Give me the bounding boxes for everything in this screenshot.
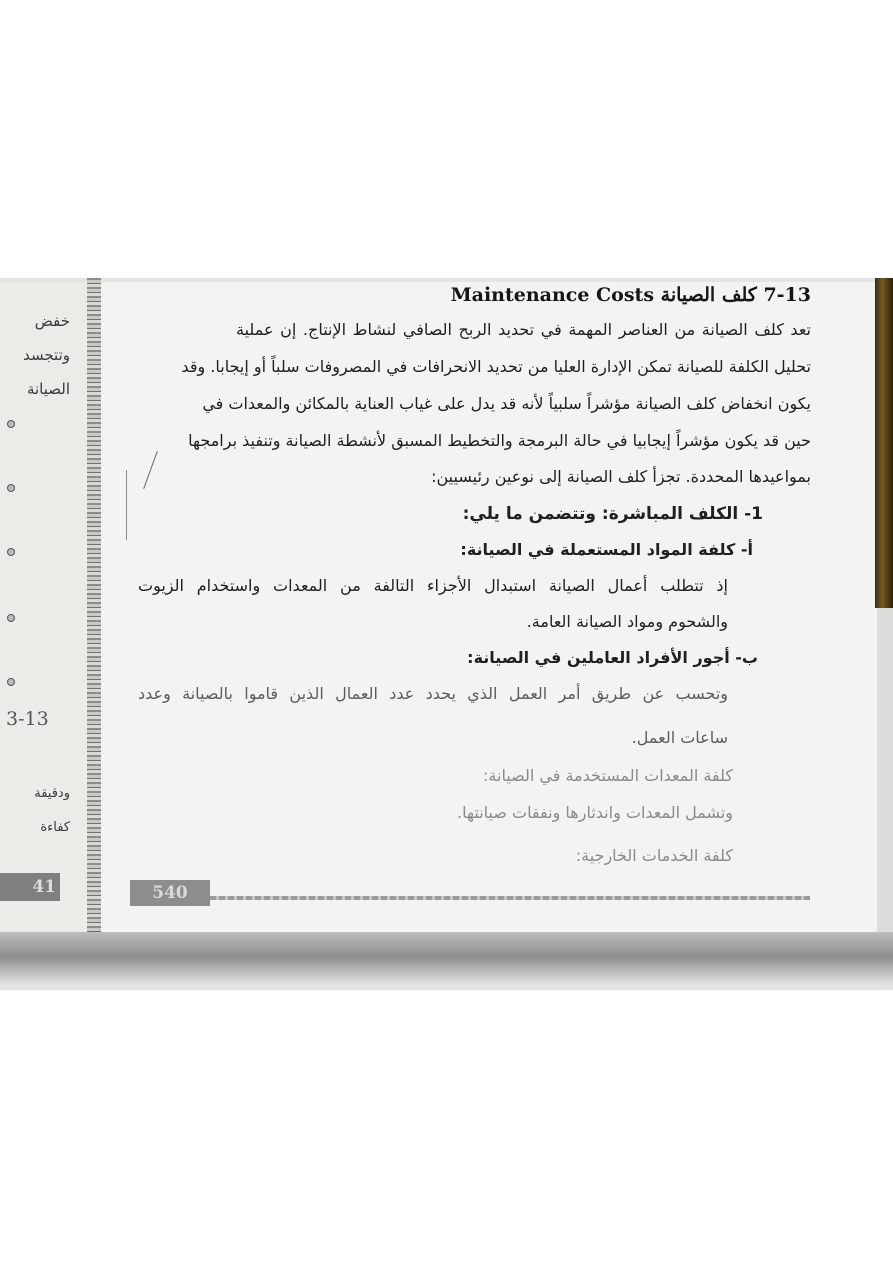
left-fragment-3: الصيانة: [26, 380, 70, 398]
page-number-rule: [210, 896, 810, 900]
item-c-line-1: وتشمل المعدات واندثارها ونفقات صيانتها.: [457, 803, 733, 822]
left-bullet-icon: [7, 678, 15, 686]
item-b-line-2: ساعات العمل.: [631, 728, 728, 747]
left-lower-fragment-1: ودقيقة: [34, 786, 70, 801]
item-d-label: كلفة الخدمات الخارجية:: [575, 846, 733, 865]
left-bullet-icon: [7, 484, 15, 492]
left-bullet-icon: [7, 614, 15, 622]
book-spine: [87, 278, 101, 943]
left-fragment-2: وتتجسد: [23, 346, 70, 364]
section-number: 7-13: [763, 284, 811, 306]
pen-mark: [126, 470, 127, 540]
left-lower-fragment-2: كفاءة: [40, 820, 70, 835]
right-page: [95, 282, 877, 932]
section-title-arabic: كلف الصيانة: [660, 284, 757, 306]
item-a-line-2: والشحوم ومواد الصيانة العامة.: [526, 612, 728, 631]
item-b-line-1: وتحسب عن طريق أمر العمل الذي يحدد عدد العمال الذين قاموا بالصيانة وعدد: [138, 684, 728, 703]
left-fragment-1: خفض: [34, 312, 70, 330]
paragraph-line-2: تحليل الكلفة للصيانة تمكن الإدارة العليا من تحديد الانحرافات في المصروفات سلباً أو إيجابا. وقد: [181, 357, 811, 376]
item-c-label: كلفة المعدات المستخدمة في الصيانة:: [483, 766, 733, 785]
right-edge-shadow: [875, 278, 893, 608]
paragraph-line-3: يكون انخفاض كلف الصيانة مؤشراً سلبياً لأنه قد يدل على غياب العناية بالمكائن والمعدات في: [202, 394, 811, 413]
left-page-number: 41: [0, 873, 60, 901]
section-title-english: Maintenance Costs: [450, 284, 655, 306]
left-bullet-icon: [7, 420, 15, 428]
page-number: 540: [130, 880, 210, 906]
bottom-fold-shadow: [0, 932, 893, 987]
paragraph-line-4: حين قد يكون مؤشراً إيجابيا في حالة البرمجة والتخطيط المسبق لأنشطة الصيانة وتنفيذ برامجها: [188, 431, 811, 450]
left-bullet-icon: [7, 548, 15, 556]
left-section-ref: 3-13: [6, 708, 49, 730]
heading-direct-costs: 1- الكلف المباشرة: وتتضمن ما يلي:: [462, 504, 763, 524]
section-title: [451, 284, 811, 306]
item-a-line-1: إذ تتطلب أعمال الصيانة استبدال الأجزاء التالفة من المعدات واستخدام الزيوت: [138, 576, 728, 595]
right-edge-margin: [877, 608, 893, 988]
item-b-label: ب- أجور الأفراد العاملين في الصيانة:: [467, 648, 758, 667]
item-a-label: أ- كلفة المواد المستعملة في الصيانة:: [460, 540, 753, 559]
paragraph-line-1: تعد كلف الصيانة من العناصر المهمة في تحديد الربح الصافي لنشاط الإنتاج. إن عملية: [236, 320, 811, 339]
paragraph-line-5: بمواعيدها المحددة. تجزأ كلف الصيانة إلى نوعين رئيسيين:: [431, 467, 811, 486]
